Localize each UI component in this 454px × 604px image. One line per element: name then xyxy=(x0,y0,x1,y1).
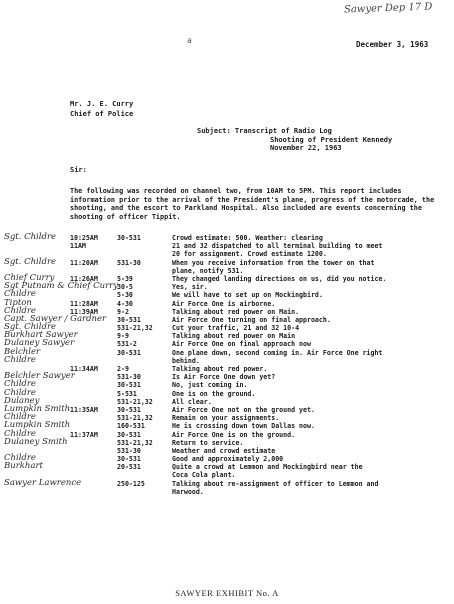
handwritten-name: Chief Curry xyxy=(4,272,55,283)
entry-channel: 5-531 xyxy=(117,389,137,398)
log-entry xyxy=(0,346,454,357)
entry-message: Talking about red power on Main xyxy=(172,332,296,341)
entry-message: Cut your traffic, 21 and 32 10-4 xyxy=(172,324,300,333)
log-entry xyxy=(0,373,454,381)
entry-channel: 30-531 xyxy=(117,348,141,357)
entry-message: Remain on your assignments. xyxy=(172,414,280,423)
log-entry xyxy=(0,447,454,455)
log-entry xyxy=(0,283,454,291)
entry-time: 11AM xyxy=(70,242,86,251)
handwritten-name: Burkhart xyxy=(4,461,43,472)
handwritten-name: Belchler Sawyer xyxy=(4,371,75,382)
handwritten-name: Sawyer Lawrence xyxy=(4,477,82,488)
handwritten-name: Dulaney Smith xyxy=(4,436,68,447)
log-entry xyxy=(0,387,454,398)
entry-channel: 30-531 xyxy=(117,455,141,464)
handwritten-name: Sgt. Childre xyxy=(4,256,57,267)
intro-paragraph: The following was recorded on channel two, from 10AM to 5PM. This report includes information prior to the arrival of the President's plane, progress of the motorcade, the shooting, and the escort to Parkland Hospital. Also included are events concerning the shooting of officer Tippit. xyxy=(70,187,435,221)
log-entry xyxy=(0,354,454,365)
entry-message: Return to service. xyxy=(172,438,244,447)
log-entry xyxy=(0,256,454,267)
exhibit-label: SAWYER EXHIBIT No. A xyxy=(175,588,279,598)
handwritten-name: Lumpkin Smith xyxy=(4,403,71,414)
subject-line: Shooting of President Kennedy xyxy=(270,135,393,144)
handwritten-name: Belchler xyxy=(4,346,41,357)
log-entry xyxy=(0,463,454,471)
log-entry xyxy=(0,297,454,308)
log-entry xyxy=(0,455,454,463)
log-entry xyxy=(0,250,454,258)
subject-line: Subject: Transcript of Radio Log xyxy=(197,127,332,135)
entry-message: Good and approximately 2,000 xyxy=(172,455,284,464)
entry-channel: 531-2 xyxy=(117,340,137,349)
entry-message: Talking about red power. xyxy=(172,365,268,373)
recipient-name: Mr. J. E. Curry xyxy=(70,100,134,108)
handwritten-mark: a xyxy=(187,36,192,45)
entry-message: Air Force One is airborne. xyxy=(172,299,276,308)
entry-time: 11:20AM xyxy=(70,258,98,267)
log-entry xyxy=(0,436,454,447)
entry-channel: 5-30 xyxy=(117,291,133,300)
entry-channel: 531-21,32 xyxy=(117,414,153,423)
entry-message: He is crossing down town Dallas now. xyxy=(172,422,315,431)
handwritten-name: Lumpkin Smith xyxy=(4,420,71,431)
entry-message: One plane down, second coming in. Air Force One right xyxy=(172,348,383,357)
log-entry xyxy=(0,381,454,389)
recipient-title: Chief of Police xyxy=(70,110,134,118)
handwritten-name: Dulaney xyxy=(4,395,40,406)
entry-message: behind. xyxy=(172,356,200,365)
entry-message: Air Force One on final approach now xyxy=(172,340,311,349)
entry-message: Quite a crowd at Lemmon and Mockingbird near the xyxy=(172,463,363,472)
entry-time: 11:35AM xyxy=(70,405,98,414)
entry-message: Air Force One turning on final approach. xyxy=(172,315,331,324)
entry-channel: 20-531 xyxy=(117,463,141,472)
entry-time: 11:39AM xyxy=(70,307,98,316)
handwritten-name: Childre xyxy=(4,453,36,464)
entry-message: They changed landing directions on us, did you notice. xyxy=(172,274,387,283)
entry-channel: 30-531 xyxy=(117,430,141,439)
salutation: Sir: xyxy=(70,166,87,174)
log-entry xyxy=(0,291,454,299)
entry-message: Weather and crowd estimate xyxy=(172,446,276,455)
handwritten-corner-note: Sawyer Dep 17 D xyxy=(343,1,433,16)
entry-message: plane, notify 531. xyxy=(172,266,244,275)
handwritten-name: Childre xyxy=(4,379,36,390)
recipient-block xyxy=(70,99,133,119)
entry-message: 20 for assignment. Crowd estimate 1200. xyxy=(172,250,327,259)
entry-channel: 30-5 xyxy=(117,283,133,292)
handwritten-name: Childre xyxy=(4,428,36,439)
entry-channel: 531-21,32 xyxy=(117,397,153,406)
handwritten-name: Sgt. Childre xyxy=(4,232,57,242)
log-entry xyxy=(0,313,454,324)
log-entry xyxy=(0,403,454,414)
letter-date: December 3, 1963 xyxy=(356,40,429,49)
entry-channel: 30-531 xyxy=(117,405,141,414)
log-entry xyxy=(0,477,454,488)
log-entry xyxy=(0,422,454,430)
log-entry xyxy=(0,267,454,275)
handwritten-name: Sgt Putnam & Chief Curry xyxy=(4,281,119,292)
entry-time: 11:28AM xyxy=(70,299,98,308)
entry-message: Is Air Force One down yet? xyxy=(172,373,276,382)
handwritten-name: Childre xyxy=(4,305,36,316)
entry-channel: 30-531 xyxy=(117,234,141,242)
entry-message: Talking about re-assignment of officer to Lemmon and xyxy=(172,479,379,488)
entry-message: Yes, sir. xyxy=(172,283,208,292)
entry-channel: 30-531 xyxy=(117,315,141,324)
log-entry xyxy=(0,428,454,439)
subject-line: November 22, 1963 xyxy=(270,144,342,152)
entry-message: Talking about red power on Main. xyxy=(172,307,300,316)
handwritten-name: Childre xyxy=(4,412,36,423)
entry-message: 21 and 32 dispatched to all terminal building to meet xyxy=(172,242,383,251)
handwritten-name: Capt. Sawyer / Gardner xyxy=(4,313,107,324)
handwritten-name: Sgt. Childre xyxy=(4,322,57,333)
entry-message: Harwood. xyxy=(172,487,204,496)
entry-message: Crowd estimate: 500. Weather: clearing xyxy=(172,234,323,242)
subject-block xyxy=(197,127,392,153)
entry-channel: 531-30 xyxy=(117,373,141,382)
entry-time: 10:25AM xyxy=(70,234,98,242)
entry-time: 11:26AM xyxy=(70,274,98,283)
radio-log xyxy=(0,234,454,496)
handwritten-name: Childre xyxy=(4,354,36,365)
entry-channel: 531-21,32 xyxy=(117,438,153,447)
entry-channel: 30-531 xyxy=(117,381,141,390)
entry-message: Air Force One not on the ground yet. xyxy=(172,405,315,414)
entry-message: We will have to set up on Mockingbird. xyxy=(172,291,323,300)
entry-message: When you receive information from the tower on that xyxy=(172,258,375,267)
log-entry xyxy=(0,234,454,242)
entry-time: 11:37AM xyxy=(70,430,98,439)
entry-channel: 531-21,32 xyxy=(117,324,153,333)
handwritten-name: Burkhart Sawyer xyxy=(4,330,78,341)
handwritten-name: Childre xyxy=(4,289,36,300)
log-entry xyxy=(0,340,454,348)
entry-channel: 160-531 xyxy=(117,422,145,431)
handwritten-name: Tipton xyxy=(4,297,32,308)
entry-message: One is on the ground. xyxy=(172,389,256,398)
handwritten-name: Childre xyxy=(4,387,36,398)
entry-channel: 531-30 xyxy=(117,446,141,455)
entry-message: Coca Cola plant. xyxy=(172,471,236,480)
entry-time: 11:34AM xyxy=(70,365,98,373)
log-entry xyxy=(0,242,454,250)
entry-channel: 531-30 xyxy=(117,258,141,267)
entry-channel: 4-30 xyxy=(117,299,133,308)
entry-message: All clear. xyxy=(172,397,212,406)
handwritten-name: Dulaney Sawyer xyxy=(4,338,75,349)
entry-channel: 9-9 xyxy=(117,332,129,341)
entry-channel: 250-125 xyxy=(117,479,145,488)
entry-channel: 2-9 xyxy=(117,365,129,373)
entry-message: Air Force One is on the ground. xyxy=(172,430,296,439)
entry-channel: 5-39 xyxy=(117,274,133,283)
entry-channel: 9-2 xyxy=(117,307,129,316)
entry-message: No, just coming in. xyxy=(172,381,248,390)
log-entry xyxy=(0,488,454,496)
